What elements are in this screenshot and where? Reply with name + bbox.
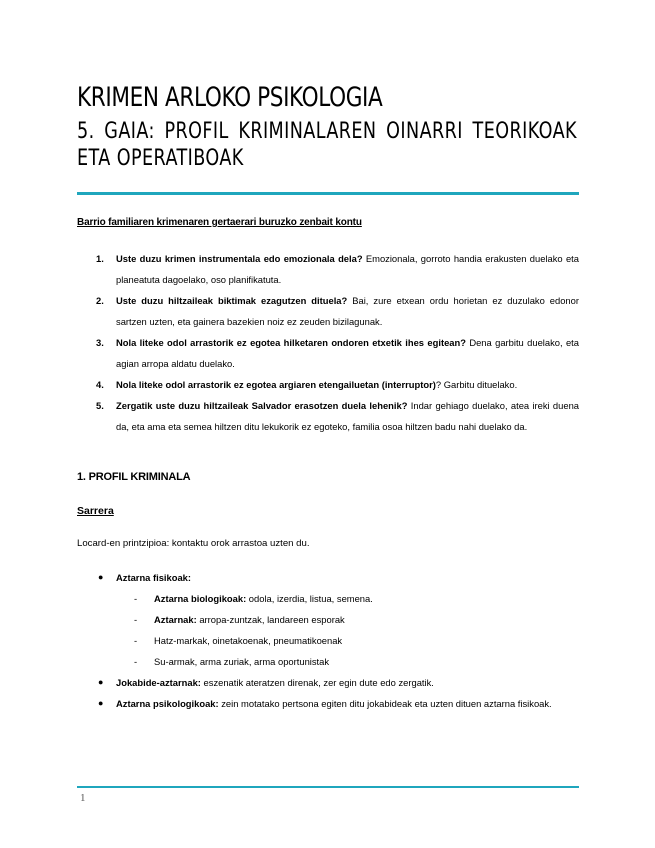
sub-text: Su-armak, arma zuriak, arma oportunistak xyxy=(154,656,330,667)
list-number: 5. xyxy=(96,400,104,411)
question-text: Nola liteke odol arrastorik ez egotea argiaren etengailuetan (interruptor) xyxy=(116,379,436,390)
answer-text: Bai, zure etxean ordu horietan ez duzulako edonor sartzen uzten, eta gainera bazekien noiz ez zeuden bizilagunak. xyxy=(116,295,579,327)
bullet-icon: ● xyxy=(98,677,104,687)
bullet-label: Jokabide-aztarnak: xyxy=(116,677,201,688)
list-item xyxy=(77,693,579,714)
dash-icon: - xyxy=(134,656,138,667)
bullet-label: Aztarna psikologikoak: xyxy=(116,698,219,709)
question-text: Nola liteke odol arrastorik ez egotea hilketaren ondoren etxetik ihes egitean? xyxy=(116,337,466,348)
dash-icon: - xyxy=(134,614,138,625)
sublist-item xyxy=(116,609,579,630)
physical-evidence-sublist xyxy=(116,588,579,672)
intro-paragraph: Locard-en printzipioa: kontaktu orok arrastoa uzten du. xyxy=(77,538,310,549)
list-number: 4. xyxy=(96,379,104,390)
question-text: Uste duzu krimen instrumentala edo emozionala dela? xyxy=(116,253,363,264)
list-item xyxy=(77,672,579,693)
document-title: KRIMEN ARLOKO PSIKOLOGIA xyxy=(77,82,383,113)
answer-text: ? Garbitu dituelako. xyxy=(435,379,518,390)
list-number: 1. xyxy=(96,253,104,264)
sublist-item xyxy=(116,630,579,651)
list-number: 3. xyxy=(96,337,104,348)
sub-label: Aztarna biologikoak: xyxy=(154,593,247,604)
list-number: 2. xyxy=(96,295,104,306)
question-text: Uste duzu hiltzaileak biktimak ezagutzen dituela? xyxy=(116,295,348,306)
intro-subheading: Sarrera xyxy=(77,505,114,517)
dash-icon: - xyxy=(134,593,138,604)
question-text: Zergatik uste duzu hiltzaileak Salvador erasotzen duela lehenik? xyxy=(116,400,408,411)
list-item xyxy=(77,332,579,374)
sub-text: Hatz-markak, oinetakoenak, pneumatikoenak xyxy=(154,635,343,646)
list-item xyxy=(77,395,579,437)
document-subtitle: 5. GAIA: PROFIL KRIMINALAREN OINARRI TEORIKOAK ETA OPERATIBOAK xyxy=(77,119,577,171)
answer-text: Emozionala, gorroto handia erakusten duelako eta planeatuta dagoelako, oso planifikatuta. xyxy=(116,253,579,285)
footer-divider xyxy=(77,786,579,788)
dash-icon: - xyxy=(134,635,138,646)
case-section-heading: Barrio familiaren krimenaren gertaerari buruzko zenbait kontu xyxy=(77,217,362,228)
list-item xyxy=(77,567,579,672)
page-number: 1 xyxy=(80,792,86,804)
question-list xyxy=(77,248,579,437)
bullet-text: eszenatik ateratzen direnak, zer egin dute edo zergatik. xyxy=(200,677,434,688)
profile-section-heading: 1. PROFIL KRIMINALA xyxy=(77,471,191,483)
list-item xyxy=(77,374,579,395)
sub-text: odola, izerdia, listua, semena. xyxy=(246,593,373,604)
header-divider xyxy=(77,192,579,195)
sublist-item xyxy=(116,651,579,672)
sublist-item xyxy=(116,588,579,609)
bullet-icon: ● xyxy=(98,572,104,582)
bullet-text: zein motatako pertsona egiten ditu jokabideak eta uzten dituen aztarna fisikoak. xyxy=(218,698,552,709)
list-item xyxy=(77,290,579,332)
bullet-icon: ● xyxy=(98,698,104,708)
sub-text: arropa-zuntzak, landareen esporak xyxy=(196,614,345,625)
evidence-bullet-list xyxy=(77,567,579,714)
answer-text: Indar gehiago duelako, atea ireki duena da, eta ama eta semea hiltzen ditu lekukorik ez egoteko, familia osoa hiltzen badu nahi duelako da. xyxy=(116,400,579,432)
bullet-label: Aztarna fisikoak: xyxy=(116,572,192,583)
list-item xyxy=(77,248,579,290)
sub-label: Aztarnak: xyxy=(154,614,197,625)
answer-text: Dena garbitu duelako, eta agian arropa aldatu duelako. xyxy=(116,337,579,369)
